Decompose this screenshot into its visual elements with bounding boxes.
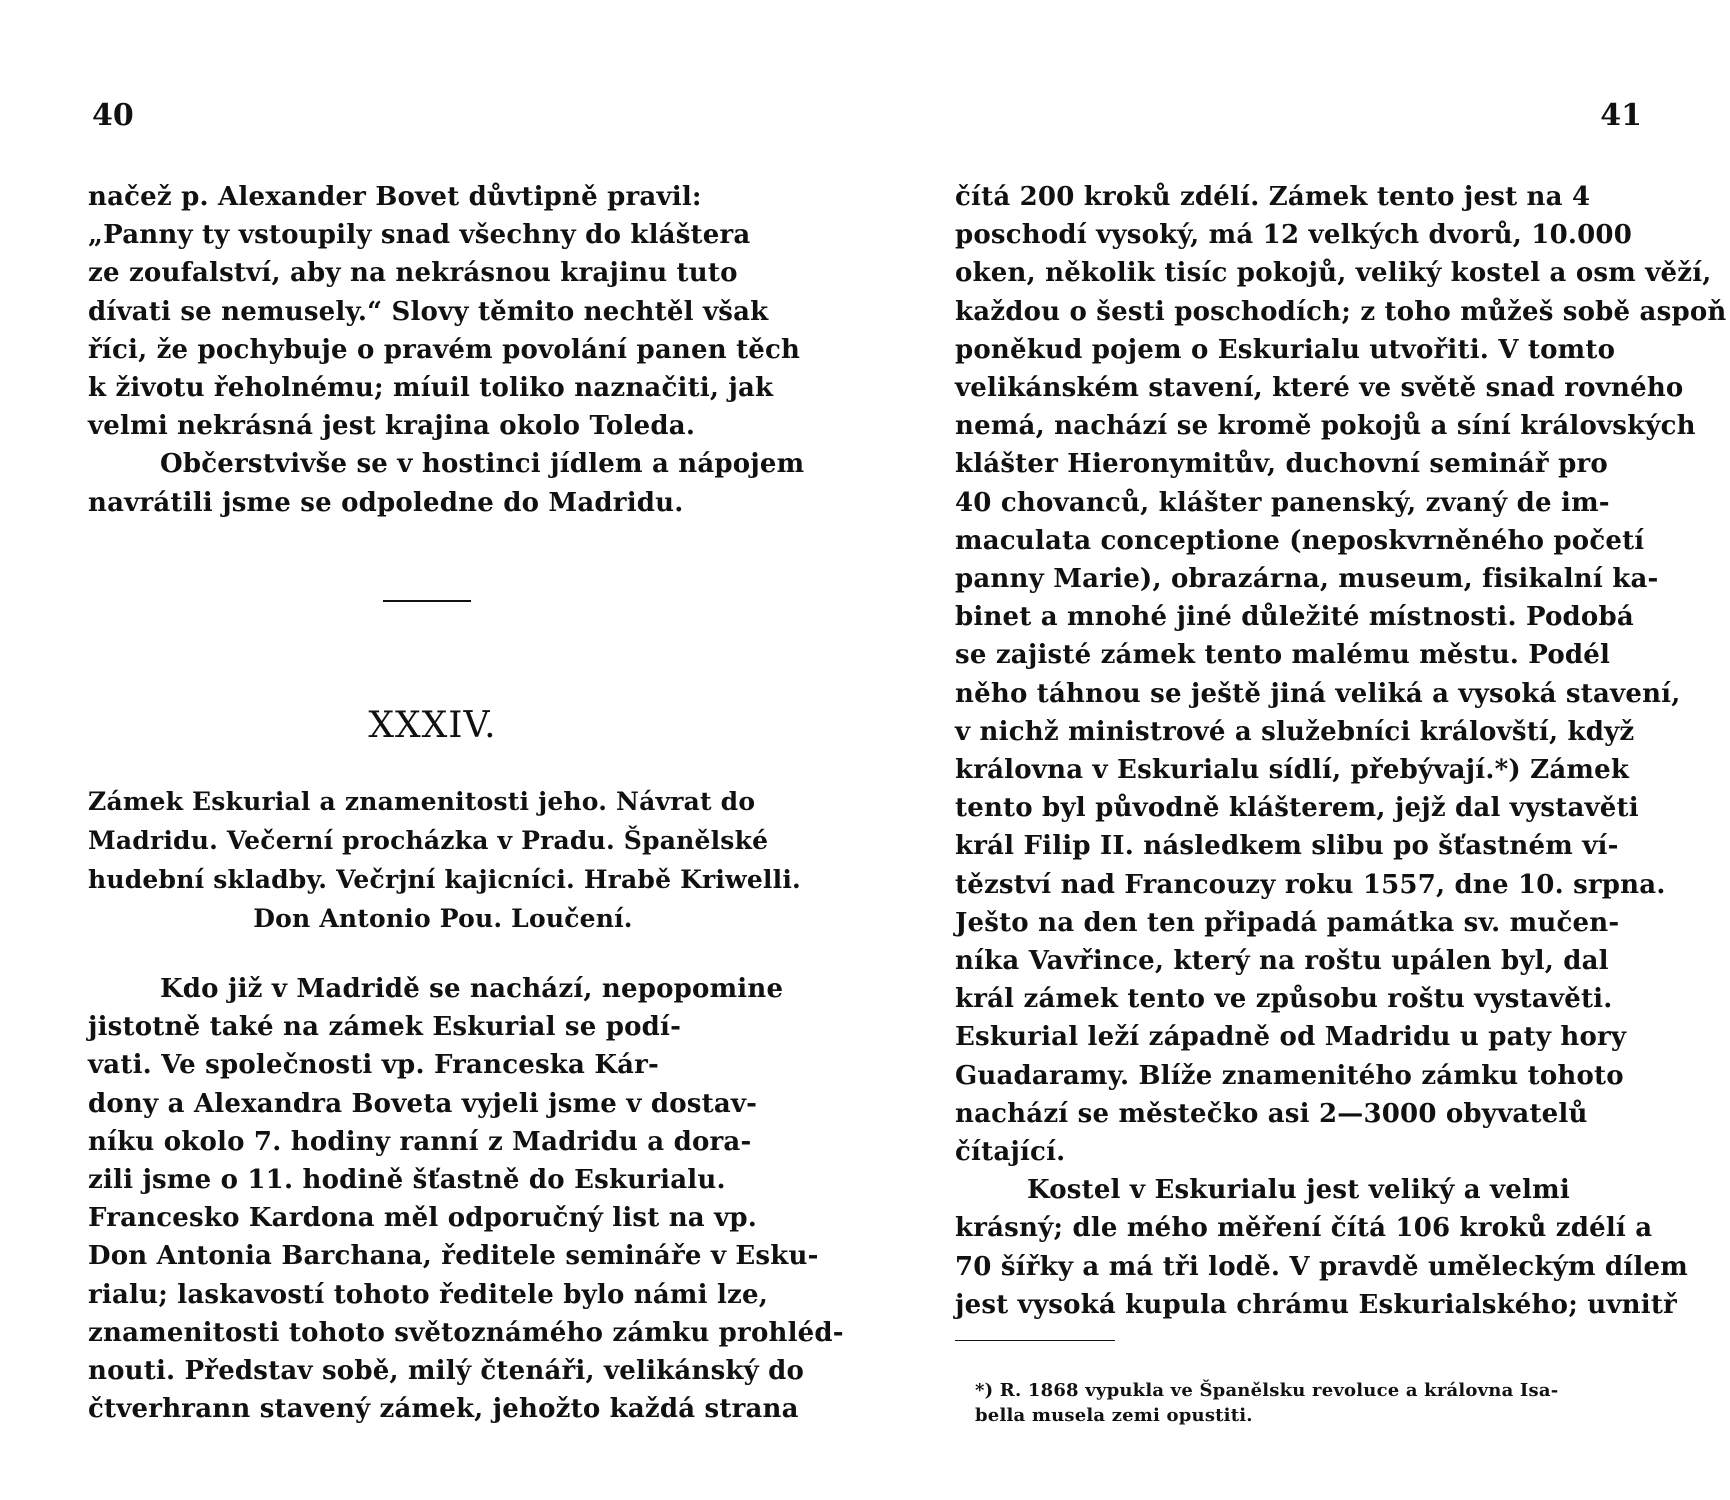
top-text-block [88, 178, 805, 522]
body-text-block [88, 970, 844, 1428]
page-number: 40 [92, 98, 134, 133]
text-line: znamenitosti tohoto světoznámého zámku prohléd- [88, 1317, 844, 1348]
text-line: velmi nekrásná jest krajina okolo Toleda. [88, 411, 696, 442]
text-line: v nichž ministrové a služebníci královští, když [955, 716, 1635, 747]
text-line: Ješto na den ten připadá památka sv. mučen- [955, 907, 1620, 938]
text-line: klášter Hieronymitův, duchovní seminář pro [955, 449, 1608, 480]
text-line: Francesko Kardona měl odporučný list na vp. [88, 1203, 758, 1234]
text-line: tento byl původně klášterem, jejž dal vystavěti [955, 793, 1639, 824]
text-line: nachází se městečko asi 2—3000 obyvatelů [955, 1098, 1588, 1129]
summary-line: Zámek Eskurial a znamenitosti jeho. Návrat do [88, 787, 756, 816]
summary-line: Don Antonio Pou. Loučení. [253, 904, 633, 933]
text-line: jistotně také na zámek Eskurial se podí- [88, 1012, 682, 1043]
text-line: král zámek tento ve způsobu roštu vystavěti. [955, 984, 1613, 1015]
text-line: nemá, nachází se kromě pokojů a síní královských [955, 411, 1696, 442]
text-line: čítá 200 kroků zdélí. Zámek tento jest na 4 [955, 182, 1591, 212]
text-line: poněkud pojem o Eskurialu utvořiti. V tomto [955, 334, 1616, 365]
text-line: rialu; laskavostí tohoto ředitele bylo námi lze, [88, 1279, 769, 1310]
text-line: maculata conceptione (neposkvrněného početí [955, 525, 1645, 556]
page-number: 41 [1600, 98, 1642, 133]
text-line: vati. Ve společnosti vp. Franceska Kár- [88, 1050, 660, 1081]
text-line: Občerstvivše se v hostinci jídlem a nápojem [160, 449, 805, 480]
text-line: královna v Eskurialu sídlí, přebývají.*) Zámek [955, 755, 1630, 786]
text-line: Don Antonia Barchana, ředitele semináře v Esku- [88, 1241, 819, 1272]
footnote-line: *) R. 1868 vypukla ve Španělsku revoluce a královna Isa- [975, 1380, 1559, 1401]
footnote [975, 1378, 1675, 1428]
text-line: velikánském stavení, které ve světě snad rovného [955, 373, 1684, 404]
text-line: nouti. Představ sobě, milý čtenáři, velikánský do [88, 1356, 805, 1387]
summary-line: hudební skladby. Večrjní kajicníci. Hrabě Kriwelli. [88, 865, 801, 894]
text-line: níka Vavřince, který na roštu upálen byl, dal [955, 946, 1609, 977]
text-line: Eskurial leží západně od Madridu u paty hory [955, 1022, 1627, 1053]
text-line: Kostel v Eskurialu jest veliký a velmi [1027, 1175, 1570, 1206]
text-line: níku okolo 7. hodiny ranní z Madridu a dora- [88, 1126, 752, 1157]
text-line: dívati se nemusely.“ Slovy těmito nechtěl však [88, 296, 769, 327]
body-text-block [955, 178, 1727, 1324]
text-line: Kdo již v Madridě se nachází, nepopomine [160, 974, 784, 1004]
section-divider [383, 600, 471, 602]
footnote-divider [955, 1340, 1115, 1341]
text-line: 40 chovanců, klášter panenský, zvaný de im- [955, 487, 1610, 518]
chapter-summary [88, 782, 801, 938]
text-line: dony a Alexandra Boveta vyjeli jsme v dostav- [88, 1088, 758, 1119]
text-line: tězství nad Francouzy roku 1557, dne 10. srpna. [955, 869, 1666, 900]
text-line: čtverhrann stavený zámek, jehožto každá strana [88, 1394, 799, 1425]
text-line: ze zoufalství, aby na nekrásnou krajinu tuto [88, 258, 738, 289]
text-line: zili jsme o 11. hodině šťastně do Eskurialu. [88, 1165, 726, 1196]
text-line: navrátili jsme se odpoledne do Madridu. [88, 487, 684, 518]
text-line: binet a mnohé jiné důležité místnosti. Podobá [955, 602, 1634, 633]
right-page [865, 0, 1730, 1500]
text-line: 70 šířky a má tři lodě. V pravdě uměleckým dílem [955, 1251, 1688, 1282]
text-line: panny Marie), obrazárna, museum, fisikalní ka- [955, 564, 1659, 595]
text-line: něho táhnou se ještě jiná veliká a vysoká stavení, [955, 678, 1681, 709]
text-line: každou o šesti poschodích; z toho můžeš sobě aspoň [955, 296, 1727, 327]
text-line: oken, několik tisíc pokojů, veliký kostel a osm věží, [955, 258, 1712, 289]
chapter-heading: XXXIV. [368, 705, 497, 746]
text-line: poschodí vysoký, má 12 velkých dvorů, 10.000 [955, 220, 1632, 251]
text-line: k životu řeholnému; míuil toliko naznačiti, jak [88, 373, 774, 404]
text-line: Guadaramy. Blíže znamenitého zámku tohoto [955, 1060, 1624, 1091]
text-line: načež p. Alexander Bovet důvtipně pravil: [88, 182, 702, 212]
text-line: jest vysoká kupula chrámu Eskurialského; uvnitř [955, 1289, 1677, 1320]
text-line: se zajisté zámek tento malému městu. Podél [955, 640, 1611, 671]
summary-line: Madridu. Večerní procházka v Pradu. Španělské [88, 826, 769, 855]
text-line: „Panny ty vstoupily snad všechny do kláštera [88, 220, 751, 251]
text-line: čítající. [955, 1137, 1066, 1168]
text-line: říci, že pochybuje o pravém povolání panen těch [88, 334, 801, 365]
text-line: krásný; dle mého měření čítá 106 kroků zdélí a [955, 1213, 1653, 1244]
footnote-line: bella musela zemi opustiti. [975, 1405, 1253, 1426]
text-line: král Filip II. následkem slibu po šťastném ví- [955, 831, 1619, 862]
